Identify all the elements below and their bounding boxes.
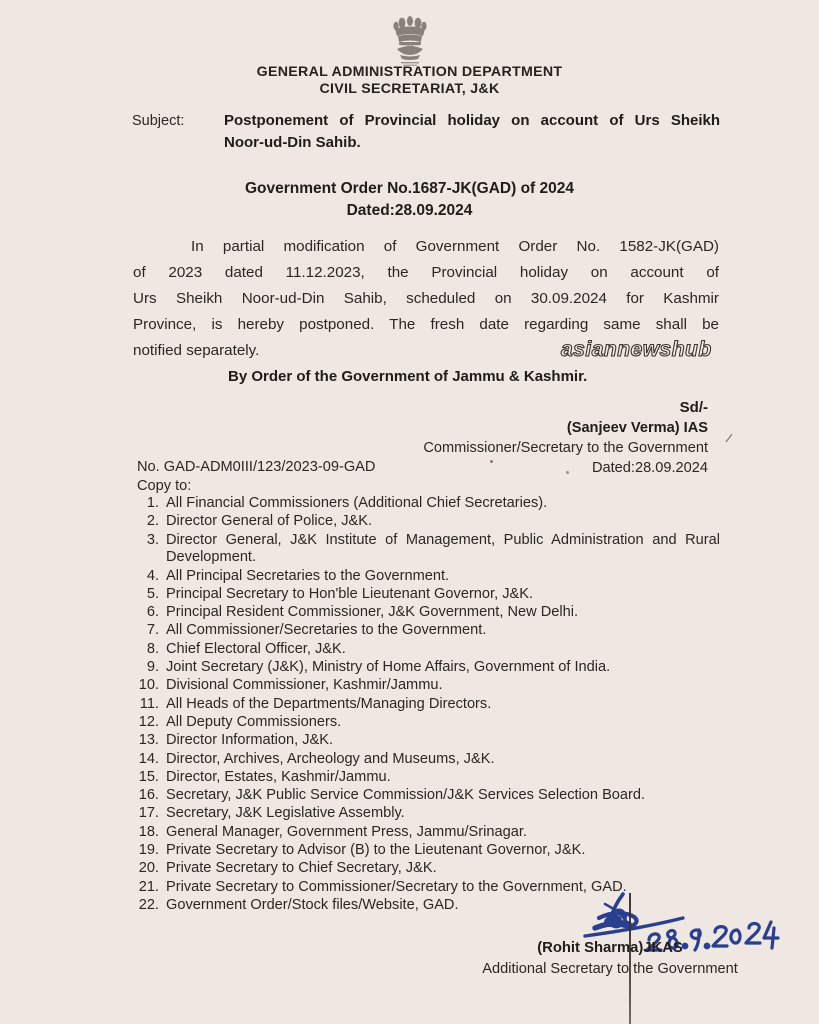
list-item-number: 20. [138, 860, 159, 877]
body-line-1-text: In partial modification of Government Order No. 1582-JK(GAD) [191, 238, 719, 255]
list-item-text: Principal Secretary to Hon'ble Lieutenant Governor, J&K. [166, 585, 534, 602]
list-item-text: Secretary, J&K Public Service Commission/J&K Services Selection Board. [166, 787, 646, 804]
signature-name: (Sanjeev Verma) IAS [566, 420, 708, 436]
list-item-number: 2. [146, 513, 159, 530]
list-item-number: 14. [138, 750, 159, 767]
list-item [137, 824, 720, 842]
letterhead [0, 64, 819, 98]
list-item [137, 659, 720, 677]
list-item-text: Government Order/Stock files/Website, GAD. [166, 896, 459, 913]
list-item-text: Director, Archives, Archeology and Museums, J&K. [166, 750, 495, 767]
list-item-number: 4. [146, 567, 159, 584]
list-item-text: Private Secretary to Chief Secretary, J&K. [166, 860, 437, 877]
list-item-text: All Financial Commissioners (Additional Chief Secretaries). [166, 495, 548, 511]
copy-to-label: Copy to: [137, 478, 192, 494]
scan-stray-mark: / [724, 430, 734, 446]
list-item-text: Divisional Commissioner, Kashmir/Jammu. [166, 677, 443, 694]
reference-number: No. GAD-ADM0III/123/2023-09-GAD [137, 459, 376, 475]
order-dated: Dated:28.09.2024 [346, 202, 473, 219]
india-national-emblem-icon [387, 12, 433, 68]
list-item [137, 897, 720, 915]
list-item-number: 9. [146, 659, 159, 676]
order-number: Government Order No.1687-JK(GAD) of 2024 [244, 180, 575, 197]
body-line-3: Urs Sheikh Noor-ud-Din Sahib, scheduled on 30.09.2024 for Kashmir [133, 290, 719, 307]
list-item-text: All Deputy Commissioners. [166, 713, 342, 730]
list-item-number: 15. [138, 768, 159, 785]
list-item [137, 860, 720, 878]
list-item-number: 5. [146, 585, 159, 602]
list-item [137, 714, 720, 732]
list-item [137, 586, 720, 604]
signature-bottom-designation: Additional Secretary to the Government [482, 961, 738, 977]
list-item-text: All Commissioner/Secretaries to the Government. [166, 622, 487, 639]
list-item [137, 842, 720, 860]
list-item-number: 19. [138, 842, 159, 859]
body-line-4: Province, is hereby postponed. The fresh date regarding same shall be [133, 316, 719, 333]
list-item-text: Director General, J&K Institute of Management, Public Administration and Rural Development. [166, 531, 720, 566]
subject-row [132, 110, 720, 154]
list-item-number: 11. [139, 695, 159, 712]
body-line-5: notified separately. [133, 342, 260, 359]
list-item [137, 787, 720, 805]
list-item [137, 604, 720, 622]
list-item [137, 805, 720, 823]
subject-label: Subject: [132, 113, 185, 129]
list-item [137, 696, 720, 714]
signature-dated: Dated:28.09.2024 [591, 460, 708, 476]
list-item [137, 641, 720, 659]
list-item [137, 879, 720, 897]
list-item-number: 6. [146, 604, 159, 621]
list-item-number: 21. [138, 878, 159, 895]
scan-speck-1 [490, 460, 493, 463]
letterhead-secretariat: CIVIL SECRETARIAT, J&K [319, 81, 500, 97]
list-item-text: Principal Resident Commissioner, J&K Government, New Delhi. [166, 604, 579, 621]
list-item [137, 751, 720, 769]
list-item-text: General Manager, Government Press, Jammu/Srinagar. [166, 823, 527, 840]
list-item-number: 13. [138, 732, 159, 749]
signature-block-bottom [420, 938, 800, 980]
list-item-number: 7. [146, 622, 159, 639]
list-item [137, 568, 720, 586]
list-item-text: Director, Estates, Kashmir/Jammu. [166, 768, 391, 785]
list-item-number: 17. [138, 805, 159, 822]
body-line-1 [133, 234, 719, 260]
list-item-text: Private Secretary to Advisor (B) to the Lieutenant Governor, J&K. [166, 842, 586, 859]
list-item-text: Director General of Police, J&K. [166, 513, 373, 530]
list-item-text: All Heads of the Departments/Managing Directors. [166, 695, 492, 712]
subject-text [224, 110, 720, 154]
list-item-number: 1. [146, 495, 159, 511]
list-item-text: Secretary, J&K Legislative Assembly. [166, 805, 405, 822]
distribution-list [137, 495, 720, 915]
list-item [137, 532, 720, 567]
list-item [137, 677, 720, 695]
watermark-asiannewshub: asiannewshub [561, 338, 712, 361]
list-item-text: Chief Electoral Officer, J&K. [166, 640, 346, 657]
list-item-text: Director Information, J&K. [166, 732, 334, 749]
by-order-line: By Order of the Government of Jammu & Kashmir. [228, 368, 588, 385]
signature-bottom-name: (Rohit Sharma)JKAS [537, 940, 683, 956]
subject-line-1: Postponement of Provincial holiday on account of Urs Sheikh [224, 112, 720, 129]
signature-designation: Commissioner/Secretary to the Government [423, 440, 708, 456]
list-item [137, 732, 720, 750]
subject-line-2: Noor-ud-Din Sahib. [224, 134, 361, 151]
list-item [137, 513, 720, 531]
letterhead-department: GENERAL ADMINISTRATION DEPARTMENT [256, 64, 563, 80]
list-item-text: All Principal Secretaries to the Government. [166, 567, 450, 584]
signature-sd: Sd/- [679, 399, 708, 416]
list-item [137, 622, 720, 640]
list-item [137, 495, 720, 513]
signature-block-top [360, 398, 708, 478]
list-item-text: Joint Secretary (J&K), Ministry of Home Affairs, Government of India. [166, 659, 611, 676]
scan-speck-2 [566, 471, 569, 474]
list-item-number: 10. [138, 677, 159, 694]
list-item-number: 22. [138, 896, 159, 913]
order-heading [0, 178, 819, 222]
list-item [137, 769, 720, 787]
list-item-number: 12. [138, 713, 159, 730]
list-item-number: 8. [146, 640, 159, 657]
list-item-text: Private Secretary to Commissioner/Secretary to the Government, GAD. [166, 878, 627, 895]
list-item-number: 3. [146, 531, 159, 548]
body-line-2: of 2023 dated 11.12.2023, the Provincial holiday on account of [133, 264, 719, 281]
list-item-number: 18. [138, 823, 159, 840]
list-item-number: 16. [138, 787, 159, 804]
